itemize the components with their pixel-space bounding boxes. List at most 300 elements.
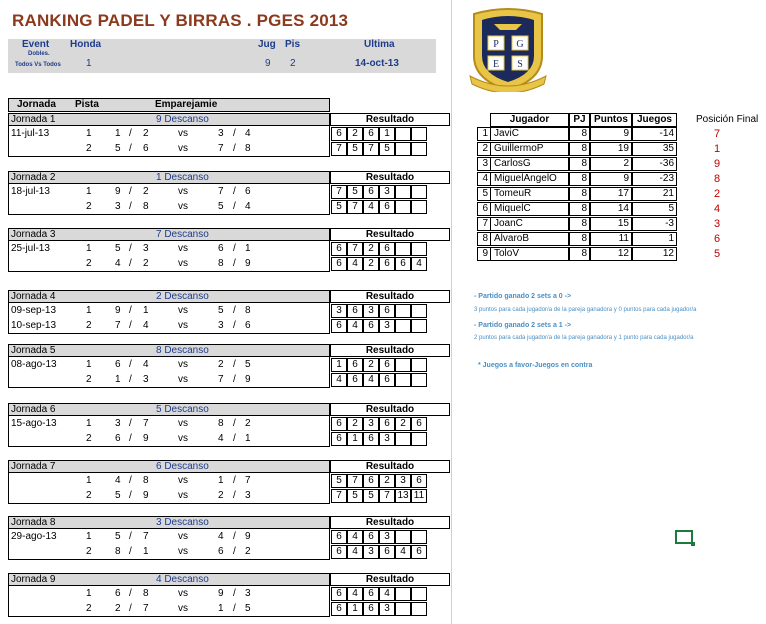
score-cell[interactable]: 3 — [379, 602, 395, 616]
match-date: 10-sep-13 — [11, 320, 57, 331]
jornada-label: Jornada 4 — [11, 291, 56, 302]
selected-cell[interactable] — [675, 530, 693, 544]
score-cell[interactable]: 6 — [331, 257, 347, 271]
honda-value: 1 — [86, 58, 92, 69]
pis-value: 2 — [290, 58, 296, 69]
score-cell[interactable]: 1 — [331, 358, 347, 372]
pair-b-player1: 8 — [218, 418, 224, 429]
jornada-label: Jornada 2 — [11, 172, 56, 183]
score-cell[interactable]: 3 — [379, 530, 395, 544]
score-cell[interactable]: 3 — [379, 319, 395, 333]
juegos-header: Juegos — [632, 113, 677, 127]
pair-separator: / — [233, 186, 236, 197]
player-pj[interactable]: 8 — [569, 247, 590, 261]
score-cell[interactable]: 6 — [363, 587, 379, 601]
matches-header — [8, 98, 330, 112]
descanso-label: 3 Descanso — [156, 517, 209, 528]
player-juegos[interactable]: 5 — [632, 202, 677, 216]
match-pista: 2 — [86, 258, 92, 269]
player-name[interactable]: JoanC — [490, 217, 569, 231]
score-cell[interactable] — [411, 373, 427, 387]
vs-label: vs — [178, 546, 188, 557]
player-puntos[interactable]: 14 — [590, 202, 632, 216]
pair-separator: / — [129, 243, 132, 254]
pair-separator: / — [233, 305, 236, 316]
pair-a-player2: 8 — [143, 588, 149, 599]
pair-separator: / — [129, 374, 132, 385]
player-final-position: 9 — [714, 158, 721, 170]
resultado-header: Resultado — [330, 290, 450, 303]
jornada-label: Jornada 6 — [11, 404, 56, 415]
score-cell[interactable] — [411, 432, 427, 446]
pair-separator: / — [233, 588, 236, 599]
descanso-label: 6 Descanso — [156, 461, 209, 472]
player-juegos[interactable]: -23 — [632, 172, 677, 186]
pair-separator: / — [233, 143, 236, 154]
score-cell[interactable] — [395, 358, 411, 372]
player-number: 8 — [477, 232, 491, 246]
score-cell[interactable]: 5 — [363, 489, 379, 503]
score-cell[interactable]: 6 — [331, 587, 347, 601]
player-puntos[interactable]: 19 — [590, 142, 632, 156]
pair-a-player2: 1 — [143, 305, 149, 316]
player-juegos[interactable]: -14 — [632, 127, 677, 141]
match-pista: 1 — [86, 588, 92, 599]
player-name[interactable]: GuillermoP — [490, 142, 569, 156]
puntos-header: Puntos — [590, 113, 632, 127]
match-pista: 2 — [86, 143, 92, 154]
vs-label: vs — [178, 433, 188, 444]
score-cell[interactable]: 7 — [363, 142, 379, 156]
score-cell[interactable]: 6 — [379, 545, 395, 559]
score-cell[interactable]: 11 — [411, 489, 427, 503]
logo-letter: G — [516, 39, 524, 50]
page-title: RANKING PADEL Y BIRRAS . PGES 2013 — [12, 11, 349, 30]
score-cell[interactable]: 5 — [379, 142, 395, 156]
score-cell[interactable]: 7 — [347, 474, 363, 488]
player-name[interactable]: MiguelAngelO — [490, 172, 569, 186]
jornada-label: Jornada 5 — [11, 345, 56, 356]
club-crest-logo — [464, 6, 552, 92]
score-cell[interactable]: 6 — [411, 545, 427, 559]
descanso-label: 9 Descanso — [156, 114, 209, 125]
pair-a-player1: 8 — [115, 546, 121, 557]
pair-separator: / — [129, 433, 132, 444]
player-puntos[interactable]: 15 — [590, 217, 632, 231]
score-cell[interactable]: 13 — [395, 489, 411, 503]
pair-b-player2: 3 — [245, 490, 251, 501]
pair-a-player1: 9 — [115, 186, 121, 197]
player-juegos[interactable]: -3 — [632, 217, 677, 231]
score-cell[interactable]: 2 — [379, 474, 395, 488]
player-number: 1 — [477, 127, 491, 141]
score-cell[interactable]: 7 — [347, 200, 363, 214]
resultado-header: Resultado — [330, 516, 450, 529]
score-cell[interactable]: 6 — [331, 545, 347, 559]
pair-a-player2: 8 — [143, 475, 149, 486]
score-cell[interactable]: 6 — [363, 602, 379, 616]
player-puntos[interactable]: 9 — [590, 172, 632, 186]
score-cell[interactable]: 4 — [395, 545, 411, 559]
score-cell[interactable]: 6 — [379, 358, 395, 372]
score-cell[interactable] — [411, 142, 427, 156]
score-cell[interactable] — [395, 185, 411, 199]
honda-header: Honda — [70, 39, 102, 50]
resultado-header: Resultado — [330, 403, 450, 416]
jornada-body — [8, 240, 330, 272]
pair-separator: / — [129, 320, 132, 331]
match-pista: 1 — [86, 128, 92, 139]
jornada-header: Jornada — [17, 99, 56, 110]
score-cell[interactable]: 4 — [331, 373, 347, 387]
player-juegos[interactable]: 21 — [632, 187, 677, 201]
score-cell[interactable]: 6 — [379, 257, 395, 271]
vs-label: vs — [178, 603, 188, 614]
score-cell[interactable] — [395, 602, 411, 616]
descanso-label: 2 Descanso — [156, 291, 209, 302]
score-cell[interactable] — [411, 358, 427, 372]
score-cell[interactable]: 3 — [331, 304, 347, 318]
pair-a-player2: 8 — [143, 201, 149, 212]
score-cell[interactable] — [411, 127, 427, 141]
match-date: 09-sep-13 — [11, 305, 57, 316]
score-cell[interactable] — [411, 530, 427, 544]
score-cell[interactable]: 6 — [347, 304, 363, 318]
score-cell[interactable]: 4 — [347, 530, 363, 544]
pair-a-player1: 3 — [115, 418, 121, 429]
score-cell[interactable] — [395, 304, 411, 318]
player-number: 6 — [477, 202, 491, 216]
player-puntos[interactable]: 9 — [590, 127, 632, 141]
score-cell[interactable] — [411, 602, 427, 616]
descanso-label: 8 Descanso — [156, 345, 209, 356]
pair-b-player1: 7 — [218, 186, 224, 197]
resultado-header: Resultado — [330, 460, 450, 473]
pair-b-player1: 4 — [218, 433, 224, 444]
pair-b-player2: 3 — [245, 588, 251, 599]
pair-separator: / — [129, 603, 132, 614]
pair-a-player1: 5 — [115, 490, 121, 501]
score-cell[interactable]: 1 — [347, 602, 363, 616]
score-cell[interactable]: 2 — [363, 358, 379, 372]
pair-a-player2: 3 — [143, 243, 149, 254]
score-cell[interactable]: 6 — [379, 242, 395, 256]
ultima-value: 14-oct-13 — [355, 58, 399, 69]
pista-header: Pista — [75, 99, 99, 110]
score-cell[interactable] — [395, 200, 411, 214]
score-cell[interactable]: 4 — [347, 257, 363, 271]
player-juegos[interactable]: 35 — [632, 142, 677, 156]
pair-b-player2: 6 — [245, 186, 251, 197]
pair-b-player2: 7 — [245, 475, 251, 486]
pair-separator: / — [233, 258, 236, 269]
vs-label: vs — [178, 531, 188, 542]
pair-separator: / — [129, 258, 132, 269]
score-cell[interactable] — [395, 587, 411, 601]
rule-note-2-1: - Partido ganado 2 sets a 1 -> — [474, 322, 572, 329]
jornada-body — [8, 472, 330, 504]
score-cell[interactable]: 6 — [363, 319, 379, 333]
vs-label: vs — [178, 128, 188, 139]
score-cell[interactable]: 6 — [331, 417, 347, 431]
score-cell[interactable]: 6 — [411, 474, 427, 488]
score-cell[interactable] — [411, 242, 427, 256]
pair-separator: / — [129, 359, 132, 370]
score-cell[interactable] — [395, 530, 411, 544]
pair-a-player1: 5 — [115, 531, 121, 542]
jornada-body — [8, 183, 330, 215]
score-cell[interactable]: 6 — [395, 257, 411, 271]
player-final-position: 7 — [714, 128, 721, 140]
pair-a-player2: 7 — [143, 531, 149, 542]
player-juegos[interactable]: 12 — [632, 247, 677, 261]
pair-b-player2: 2 — [245, 418, 251, 429]
score-cell[interactable] — [411, 319, 427, 333]
player-name[interactable]: MiquelC — [490, 202, 569, 216]
pair-a-player1: 6 — [115, 433, 121, 444]
score-cell[interactable]: 6 — [347, 373, 363, 387]
match-pista: 2 — [86, 490, 92, 501]
player-puntos[interactable]: 17 — [590, 187, 632, 201]
score-cell[interactable]: 1 — [379, 127, 395, 141]
player-name[interactable]: TomeuR — [490, 187, 569, 201]
player-name[interactable]: AlvaroB — [490, 232, 569, 246]
score-cell[interactable] — [395, 242, 411, 256]
score-cell[interactable]: 4 — [379, 587, 395, 601]
score-cell[interactable]: 6 — [331, 242, 347, 256]
score-cell[interactable]: 6 — [331, 319, 347, 333]
player-juegos[interactable]: -36 — [632, 157, 677, 171]
score-cell[interactable]: 3 — [363, 304, 379, 318]
column-divider — [451, 0, 452, 624]
pair-b-player2: 9 — [245, 374, 251, 385]
jornada-body — [8, 125, 330, 157]
pair-b-player2: 2 — [245, 546, 251, 557]
score-cell[interactable] — [411, 200, 427, 214]
player-puntos[interactable]: 2 — [590, 157, 632, 171]
pair-separator: / — [129, 143, 132, 154]
vs-label: vs — [178, 305, 188, 316]
score-cell[interactable]: 4 — [347, 587, 363, 601]
jornada-body — [8, 585, 330, 617]
match-pista: 1 — [86, 359, 92, 370]
player-juegos[interactable]: 1 — [632, 232, 677, 246]
match-pista: 1 — [86, 186, 92, 197]
pair-a-player1: 4 — [115, 475, 121, 486]
pair-a-player1: 6 — [115, 588, 121, 599]
match-date: 29-ago-13 — [11, 531, 57, 542]
score-cell[interactable]: 5 — [331, 474, 347, 488]
player-pj[interactable]: 8 — [569, 127, 590, 141]
pair-a-player2: 2 — [143, 258, 149, 269]
pair-b-player1: 5 — [218, 201, 224, 212]
player-puntos[interactable]: 11 — [590, 232, 632, 246]
jugador-header: Jugador — [490, 113, 569, 127]
score-cell[interactable]: 7 — [331, 489, 347, 503]
pair-b-player1: 3 — [218, 128, 224, 139]
match-pista: 2 — [86, 374, 92, 385]
score-cell[interactable]: 6 — [331, 530, 347, 544]
score-cell[interactable]: 5 — [331, 200, 347, 214]
vs-label: vs — [178, 320, 188, 331]
player-number: 4 — [477, 172, 491, 186]
match-pista: 2 — [86, 433, 92, 444]
player-number: 3 — [477, 157, 491, 171]
logo-letter: E — [492, 59, 500, 70]
event-info-panel — [8, 39, 436, 73]
pair-b-player1: 2 — [218, 359, 224, 370]
score-cell[interactable]: 6 — [379, 304, 395, 318]
pair-b-player1: 7 — [218, 374, 224, 385]
match-pista: 1 — [86, 531, 92, 542]
pair-separator: / — [129, 186, 132, 197]
match-pista: 2 — [86, 603, 92, 614]
score-cell[interactable]: 6 — [363, 185, 379, 199]
jornada-label: Jornada 8 — [11, 517, 56, 528]
score-cell[interactable]: 6 — [331, 432, 347, 446]
event-subtitle-format: Todos Vs Todos — [15, 62, 61, 68]
score-cell[interactable]: 2 — [347, 417, 363, 431]
vs-label: vs — [178, 475, 188, 486]
score-cell[interactable]: 5 — [347, 142, 363, 156]
pair-separator: / — [129, 546, 132, 557]
pair-b-player2: 5 — [245, 359, 251, 370]
score-cell[interactable]: 5 — [347, 185, 363, 199]
score-cell[interactable]: 6 — [363, 127, 379, 141]
pair-a-player1: 9 — [115, 305, 121, 316]
player-pj[interactable]: 8 — [569, 142, 590, 156]
score-cell[interactable] — [411, 304, 427, 318]
pair-b-player1: 9 — [218, 588, 224, 599]
vs-label: vs — [178, 201, 188, 212]
score-cell[interactable]: 7 — [331, 185, 347, 199]
score-cell[interactable]: 3 — [379, 185, 395, 199]
pair-a-player1: 5 — [115, 143, 121, 154]
score-cell[interactable]: 7 — [379, 489, 395, 503]
player-puntos[interactable]: 12 — [590, 247, 632, 261]
pair-a-player1: 5 — [115, 243, 121, 254]
pair-b-player1: 6 — [218, 243, 224, 254]
score-cell[interactable]: 6 — [379, 200, 395, 214]
pair-b-player2: 8 — [245, 143, 251, 154]
score-cell[interactable] — [395, 127, 411, 141]
posicion-header: Posición Final — [696, 114, 759, 125]
player-pj[interactable]: 8 — [569, 202, 590, 216]
player-final-position: 5 — [714, 248, 721, 260]
resultado-header: Resultado — [330, 344, 450, 357]
player-pj[interactable]: 8 — [569, 232, 590, 246]
score-cell[interactable]: 6 — [363, 474, 379, 488]
score-cell[interactable]: 4 — [363, 200, 379, 214]
pair-b-player2: 9 — [245, 258, 251, 269]
fill-handle[interactable] — [691, 542, 695, 546]
score-cell[interactable]: 6 — [363, 530, 379, 544]
score-cell[interactable]: 4 — [411, 257, 427, 271]
resultado-header: Resultado — [330, 113, 450, 126]
player-pj[interactable]: 8 — [569, 217, 590, 231]
player-name[interactable]: CarlosG — [490, 157, 569, 171]
pair-b-player1: 3 — [218, 320, 224, 331]
player-name[interactable]: ToloV — [490, 247, 569, 261]
score-cell[interactable]: 3 — [363, 417, 379, 431]
score-cell[interactable] — [395, 142, 411, 156]
score-cell[interactable]: 6 — [379, 417, 395, 431]
score-cell[interactable]: 2 — [363, 242, 379, 256]
pair-a-player1: 6 — [115, 359, 121, 370]
pair-a-player1: 3 — [115, 201, 121, 212]
pair-separator: / — [129, 418, 132, 429]
player-name[interactable]: JaviC — [490, 127, 569, 141]
pair-b-player1: 2 — [218, 490, 224, 501]
pair-separator: / — [233, 475, 236, 486]
score-cell[interactable]: 3 — [395, 474, 411, 488]
jornada-body — [8, 302, 330, 334]
match-pista: 1 — [86, 418, 92, 429]
score-cell[interactable]: 7 — [347, 242, 363, 256]
score-cell[interactable]: 2 — [347, 127, 363, 141]
pair-a-player2: 4 — [143, 320, 149, 331]
pair-separator: / — [129, 305, 132, 316]
score-cell[interactable] — [395, 319, 411, 333]
match-date: 08-ago-13 — [11, 359, 57, 370]
vs-label: vs — [178, 258, 188, 269]
jornada-label: Jornada 7 — [11, 461, 56, 472]
score-cell[interactable]: 6 — [331, 602, 347, 616]
pair-b-player2: 4 — [245, 128, 251, 139]
score-cell[interactable]: 2 — [363, 257, 379, 271]
score-cell[interactable] — [411, 587, 427, 601]
pair-a-player1: 1 — [115, 374, 121, 385]
player-pj[interactable]: 8 — [569, 187, 590, 201]
score-cell[interactable]: 6 — [331, 127, 347, 141]
pair-a-player2: 9 — [143, 490, 149, 501]
resultado-header: Resultado — [330, 573, 450, 586]
score-cell[interactable]: 3 — [379, 432, 395, 446]
score-cell[interactable]: 1 — [347, 432, 363, 446]
ultima-header: Ultima — [364, 39, 395, 50]
vs-label: vs — [178, 186, 188, 197]
pair-separator: / — [233, 546, 236, 557]
score-cell[interactable]: 5 — [347, 489, 363, 503]
player-final-position: 4 — [714, 203, 721, 215]
pair-a-player2: 1 — [143, 546, 149, 557]
score-cell[interactable]: 6 — [363, 432, 379, 446]
score-cell[interactable] — [395, 373, 411, 387]
score-cell[interactable] — [411, 185, 427, 199]
score-cell[interactable]: 4 — [363, 373, 379, 387]
player-pj[interactable]: 8 — [569, 157, 590, 171]
player-pj[interactable]: 8 — [569, 172, 590, 186]
vs-label: vs — [178, 359, 188, 370]
score-cell[interactable] — [395, 432, 411, 446]
pis-header: Pis — [285, 39, 301, 50]
score-cell[interactable]: 7 — [331, 142, 347, 156]
score-cell[interactable]: 6 — [379, 373, 395, 387]
player-number: 9 — [477, 247, 491, 261]
score-cell[interactable]: 3 — [363, 545, 379, 559]
score-cell[interactable]: 6 — [347, 358, 363, 372]
pair-a-player1: 7 — [115, 320, 121, 331]
score-cell[interactable]: 6 — [411, 417, 427, 431]
score-cell[interactable]: 4 — [347, 319, 363, 333]
pair-b-player1: 1 — [218, 603, 224, 614]
score-cell[interactable]: 4 — [347, 545, 363, 559]
score-cell[interactable]: 2 — [395, 417, 411, 431]
pair-separator: / — [129, 588, 132, 599]
match-date: 11-jul-13 — [11, 128, 50, 139]
pair-a-player2: 6 — [143, 143, 149, 154]
pair-a-player2: 9 — [143, 433, 149, 444]
